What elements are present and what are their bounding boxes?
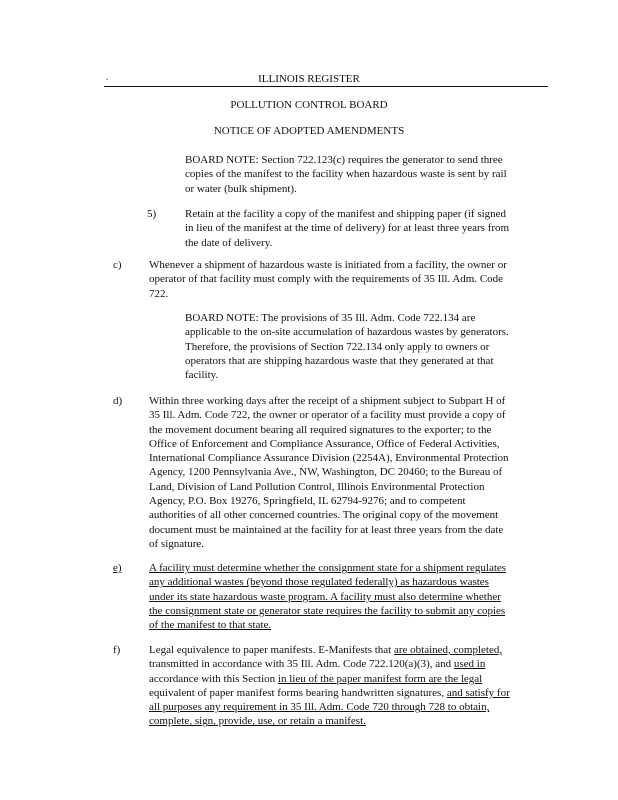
text-line: Within three working days after the receipt of a shipment subject to Subpart H of <box>149 395 506 407</box>
item-c-text <box>149 258 507 301</box>
text-line <box>149 672 510 686</box>
text-run: Legal equivalence to paper manifests. E-Manifests that <box>149 644 394 656</box>
text-line: operator of that facility must comply with the requirements of 35 Ill. Adm. Code <box>149 273 504 286</box>
text-line: A facility must determine whether the consignment state for a shipment regulates <box>149 562 507 574</box>
item-d-text <box>149 394 509 551</box>
text-line: Therefore, the provisions of Section 722.134 only apply to owners or <box>185 340 490 353</box>
text-line: Retain at the facility a copy of the manifest and shipping paper (if signed <box>185 208 507 220</box>
item-e-label: e) <box>113 562 122 574</box>
added-text: and satisfy for <box>446 686 510 699</box>
text-line: 35 Ill. Adm. Code 722, the owner or operator of a facility must provide a copy of <box>149 409 506 422</box>
text-line: document must be maintained at the facility for at least three years from the date <box>149 523 504 536</box>
text-line: Whenever a shipment of hazardous waste is initiated from a facility, the owner or <box>149 259 507 271</box>
text-line: Office of Enforcement and Compliance Assurance, Office of Federal Activities, <box>149 437 500 450</box>
added-text: are obtained, completed, <box>393 644 503 656</box>
text-line: operators that are shipping hazardous waste that they generated at that <box>185 354 494 367</box>
added-text: used in <box>453 658 486 671</box>
item-5-label: 5) <box>147 208 157 220</box>
item-e-text <box>149 561 506 632</box>
text-line: International Compliance Assurance Division (2254A), Environmental Protection <box>149 452 509 465</box>
text-line <box>149 657 510 671</box>
text-line: the movement document bearing all required signatures to the exporter; to the <box>149 423 492 436</box>
margin-mark: . <box>106 72 109 82</box>
text-line: of signature. <box>149 537 204 550</box>
text-line: BOARD NOTE: Section 722.123(c) requires the generator to send three <box>185 154 503 166</box>
text-line: BOARD NOTE: The provisions of 35 Ill. Adm. Code 722.134 are <box>185 312 476 324</box>
text-run: equivalent of paper manifest forms bearing handwritten signatures, <box>149 686 447 699</box>
board-title: POLLUTION CONTROL BOARD <box>230 99 388 111</box>
text-line: 722. <box>149 287 169 300</box>
item-d-label: d) <box>113 395 123 407</box>
text-line: Agency, P.O. Box 19276, Springfield, IL 62794-9276; and to competent <box>149 495 466 508</box>
text-line: facility. <box>185 369 219 382</box>
added-text: all purposes any requirement in 35 Ill. Adm. Code 720 through 728 to obtain, <box>149 701 490 714</box>
board-note-1 <box>185 153 507 196</box>
text-line: of the manifest to that state. <box>149 619 272 632</box>
text-line: the consignment state or generator state requires the facility to submit any copies <box>149 604 506 617</box>
added-text: complete, sign, provide, use, or retain a manifest. <box>149 715 366 728</box>
text-run: transmitted in accordance with 35 Ill. Adm. Code 722.120(a)(3), and <box>149 658 454 671</box>
item-c-label: c) <box>113 259 122 271</box>
text-line <box>149 686 510 700</box>
text-line: Land, Division of Land Pollution Control, Illinois Environmental Protection <box>149 480 485 493</box>
board-note-2 <box>185 311 509 382</box>
text-run: accordance with this Section <box>149 672 278 685</box>
header-rule <box>104 86 548 87</box>
item-f-text <box>149 643 510 729</box>
item-f-label: f) <box>113 644 121 656</box>
text-line <box>149 700 510 714</box>
text-line: the date of delivery. <box>185 236 273 249</box>
register-title: ILLINOIS REGISTER <box>258 73 360 85</box>
item-5-text <box>185 207 509 250</box>
text-line: under its state hazardous waste program. A facility must also determine whether <box>149 590 501 603</box>
text-line: copies of the manifest to the facility when hazardous waste is sent by rail <box>185 168 507 181</box>
text-line: applicable to the on-site accumulation of hazardous wastes by generators. <box>185 326 509 339</box>
notice-title: NOTICE OF ADOPTED AMENDMENTS <box>213 125 405 137</box>
text-line: in lieu of the manifest at the time of delivery) for at least three years from <box>185 222 510 235</box>
text-line <box>149 643 510 657</box>
added-text: in lieu of the paper manifest form are the legal <box>277 672 483 685</box>
text-line: authorities of all other concerned countries. The original copy of the movement <box>149 509 499 522</box>
text-line: any additional wastes (beyond those regulated federally) as hazardous wastes <box>149 576 489 589</box>
text-line: Agency, 1200 Pennsylvania Ave., NW, Washington, DC 20460; to the Bureau of <box>149 466 503 479</box>
text-line: or water (bulk shipment). <box>185 182 297 195</box>
text-line <box>149 714 510 728</box>
